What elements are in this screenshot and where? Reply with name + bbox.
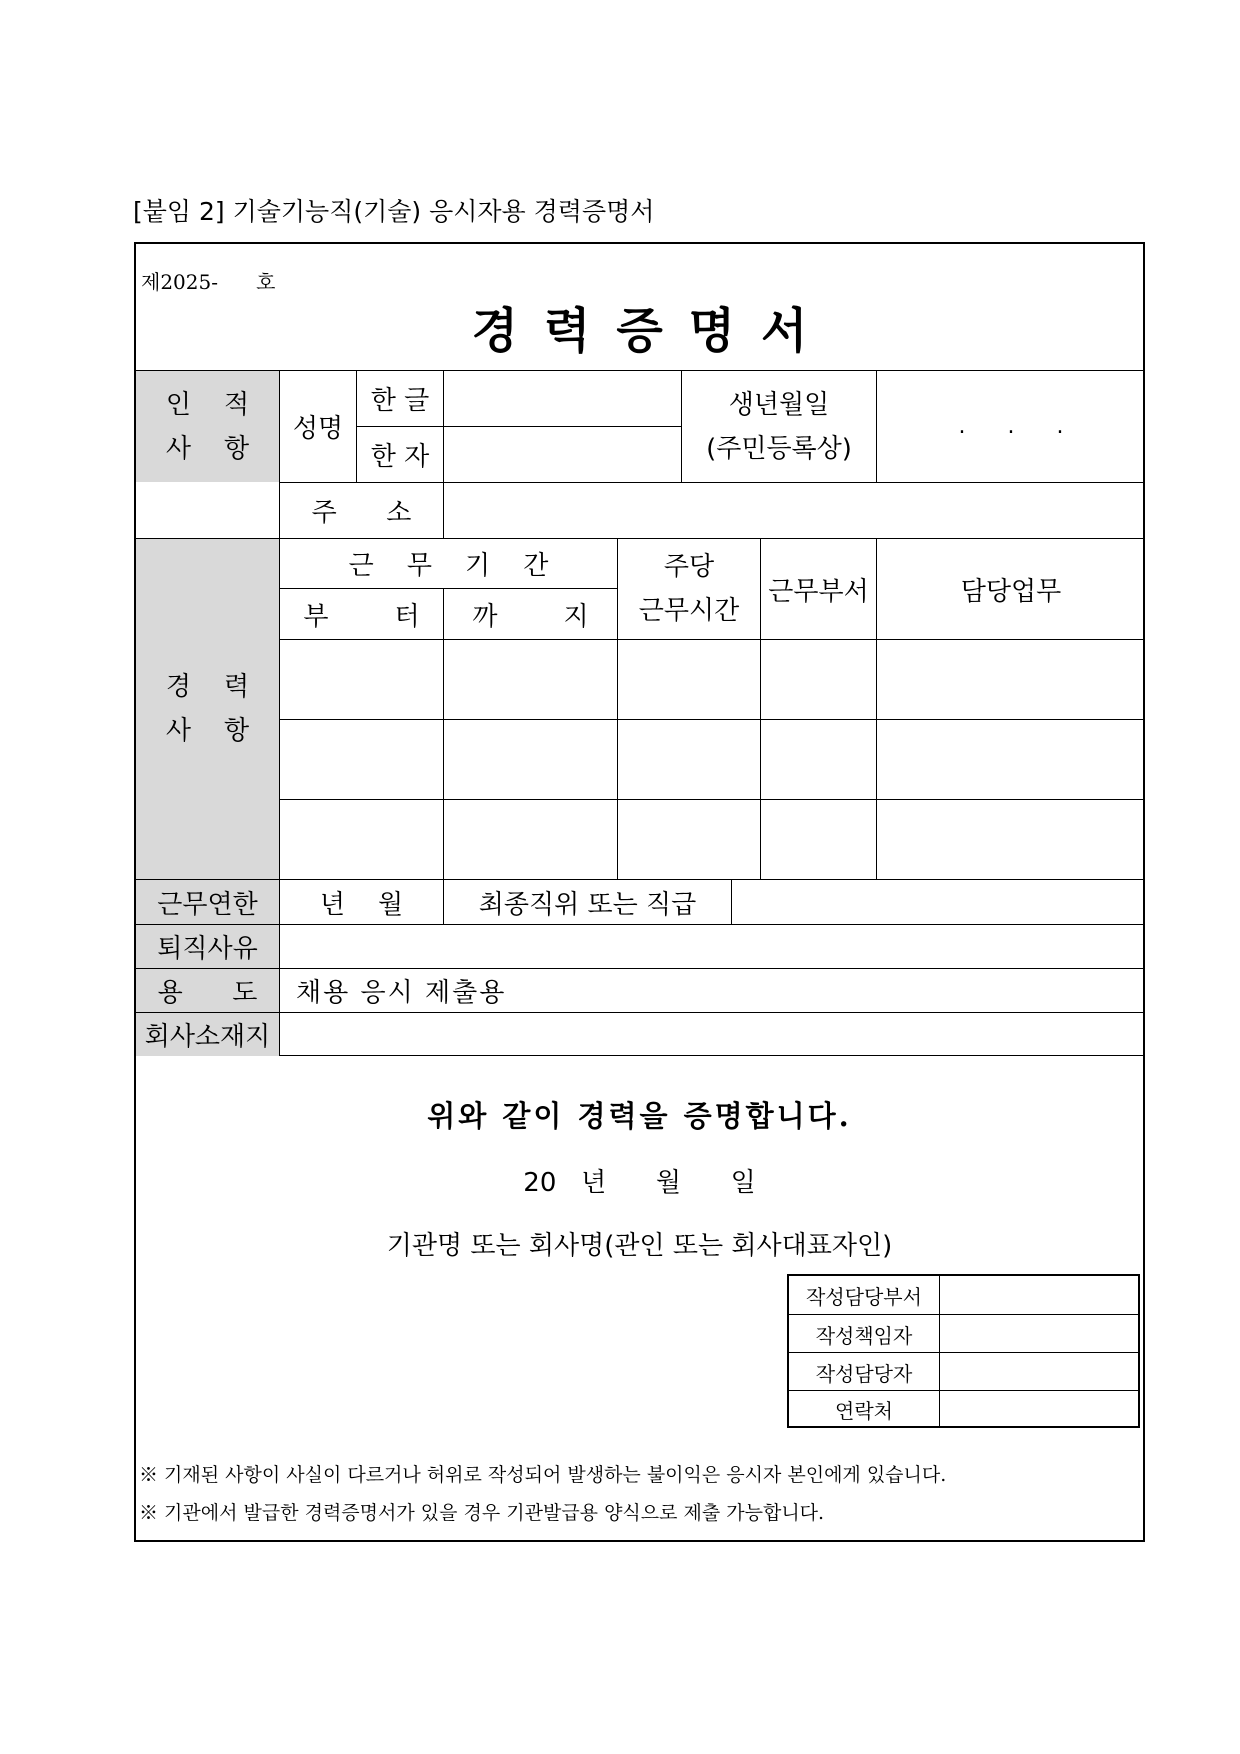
career-section-label: [136, 538, 279, 879]
birth-label-sub: (주민등록상): [706, 433, 852, 464]
tenure-field[interactable]: [279, 879, 443, 924]
personal-section-label: [136, 370, 279, 482]
form-title: 경력증명서: [471, 303, 834, 359]
position-label-cell: [443, 879, 732, 924]
issuer-line: 기관명 또는 회사명(관인 또는 회사대표자인): [386, 1231, 893, 1261]
career-row-2-duty[interactable]: [876, 719, 1145, 799]
birth-label: 생년월일: [728, 389, 830, 420]
position-label: 최종직위 또는 직급: [478, 889, 697, 920]
preparer-contact-field[interactable]: [939, 1391, 1138, 1427]
career-label-line1: 경 력: [165, 672, 250, 702]
name-label-cell: [279, 370, 356, 482]
career-row-3-hours[interactable]: [617, 799, 760, 879]
period-header: [279, 538, 617, 588]
hangul-label-cell: [356, 370, 443, 426]
birth-date-value: . . .: [958, 414, 1064, 439]
preparer-contact-label: 연락처: [789, 1391, 940, 1427]
career-row-1-from[interactable]: [279, 639, 443, 719]
address-field[interactable]: [443, 482, 1145, 538]
retire-label: 퇴직사유: [157, 934, 258, 964]
purpose-value: 채용 응시 제출용: [296, 978, 507, 1008]
weekly-hours-header: [617, 538, 760, 639]
preparer-dept-field[interactable]: [939, 1276, 1138, 1314]
preparer-row-contact: [789, 1390, 1138, 1427]
to-header: [443, 588, 617, 639]
preparer-row-staff: [789, 1352, 1138, 1391]
hanja-label: 한 자: [370, 442, 430, 472]
career-row-2-hours[interactable]: [617, 719, 760, 799]
preparer-row-dept: [789, 1276, 1138, 1314]
address-label-cell: [279, 482, 443, 538]
preparer-row-manager: [789, 1314, 1138, 1353]
note-2: ※ 기관에서 발급한 경력증명서가 있을 경우 기관발급용 양식으로 제출 가능합니다.: [139, 1502, 825, 1524]
birth-date-field[interactable]: [876, 370, 1145, 482]
document-number: 제2025- 호: [141, 270, 276, 294]
dept-header: [760, 538, 876, 639]
career-row-3-dept[interactable]: [760, 799, 876, 879]
career-row-2-dept[interactable]: [760, 719, 876, 799]
company-location-field[interactable]: [279, 1012, 1145, 1056]
preparer-manager-label: 작성책임자: [789, 1315, 940, 1353]
career-row-1-dept[interactable]: [760, 639, 876, 719]
personal-label-line2: 사 항: [165, 433, 250, 464]
declaration-text: 위와 같이 경력을 증명합니다.: [427, 1099, 852, 1133]
company-location-label: 회사소재지: [144, 1022, 271, 1052]
preparer-table: [787, 1274, 1140, 1428]
career-row-3-duty[interactable]: [876, 799, 1145, 879]
duty-header: [876, 538, 1145, 639]
from-header: [279, 588, 443, 639]
tenure-label-cell: [136, 879, 279, 924]
note-1: ※ 기재된 사항이 사실이 다르거나 허위로 작성되어 발생하는 불이익은 응시자 본인에게 있습니다.: [139, 1464, 947, 1486]
period-label: 근 무 기 간: [348, 551, 549, 581]
weekly-hours-label-sub: 근무시간: [638, 596, 740, 626]
preparer-staff-field[interactable]: [939, 1353, 1138, 1391]
purpose-label-cell: [136, 968, 279, 1012]
career-row-1-hours[interactable]: [617, 639, 760, 719]
career-label-line2: 사 항: [165, 716, 250, 746]
company-location-label-cell: [136, 1012, 279, 1056]
career-certificate-form: [134, 242, 1145, 1542]
attachment-title: [붙임 2] 기술기능직(기술) 응시자용 경력증명서: [133, 197, 655, 226]
position-field[interactable]: [732, 879, 1145, 924]
personal-label-line1: 인 적: [165, 389, 250, 420]
tenure-value: 년 월: [319, 889, 404, 920]
duty-label: 담당업무: [960, 576, 1062, 607]
hangul-label: 한 글: [370, 386, 430, 416]
purpose-label: 용 도: [157, 978, 258, 1008]
address-label: 주 소: [311, 498, 412, 528]
career-row-2-from[interactable]: [279, 719, 443, 799]
preparer-manager-field[interactable]: [939, 1315, 1138, 1353]
career-row-3-from[interactable]: [279, 799, 443, 879]
birth-label-cell: [681, 370, 876, 482]
hanja-name-field[interactable]: [443, 426, 681, 482]
weekly-hours-label: 주당: [663, 552, 715, 582]
name-label: 성명: [292, 414, 344, 444]
notes: [139, 1456, 946, 1532]
preparer-staff-label: 작성담당자: [789, 1353, 940, 1391]
career-row-1-duty[interactable]: [876, 639, 1145, 719]
purpose-field[interactable]: [279, 968, 1145, 1012]
retire-reason-field[interactable]: [279, 924, 1145, 968]
hanja-label-cell: [356, 426, 443, 482]
career-row-3-to[interactable]: [443, 799, 617, 879]
hangul-name-field[interactable]: [443, 370, 681, 426]
from-label: 부 터: [303, 601, 420, 632]
career-row-2-to[interactable]: [443, 719, 617, 799]
career-row-1-to[interactable]: [443, 639, 617, 719]
retire-label-cell: [136, 924, 279, 968]
issue-date-line: 20 년 월 일: [523, 1168, 756, 1198]
tenure-label: 근무연한: [157, 889, 258, 920]
preparer-dept-label: 작성담당부서: [789, 1276, 940, 1314]
to-label: 까 지: [472, 601, 589, 632]
dept-label: 근무부서: [768, 576, 869, 607]
